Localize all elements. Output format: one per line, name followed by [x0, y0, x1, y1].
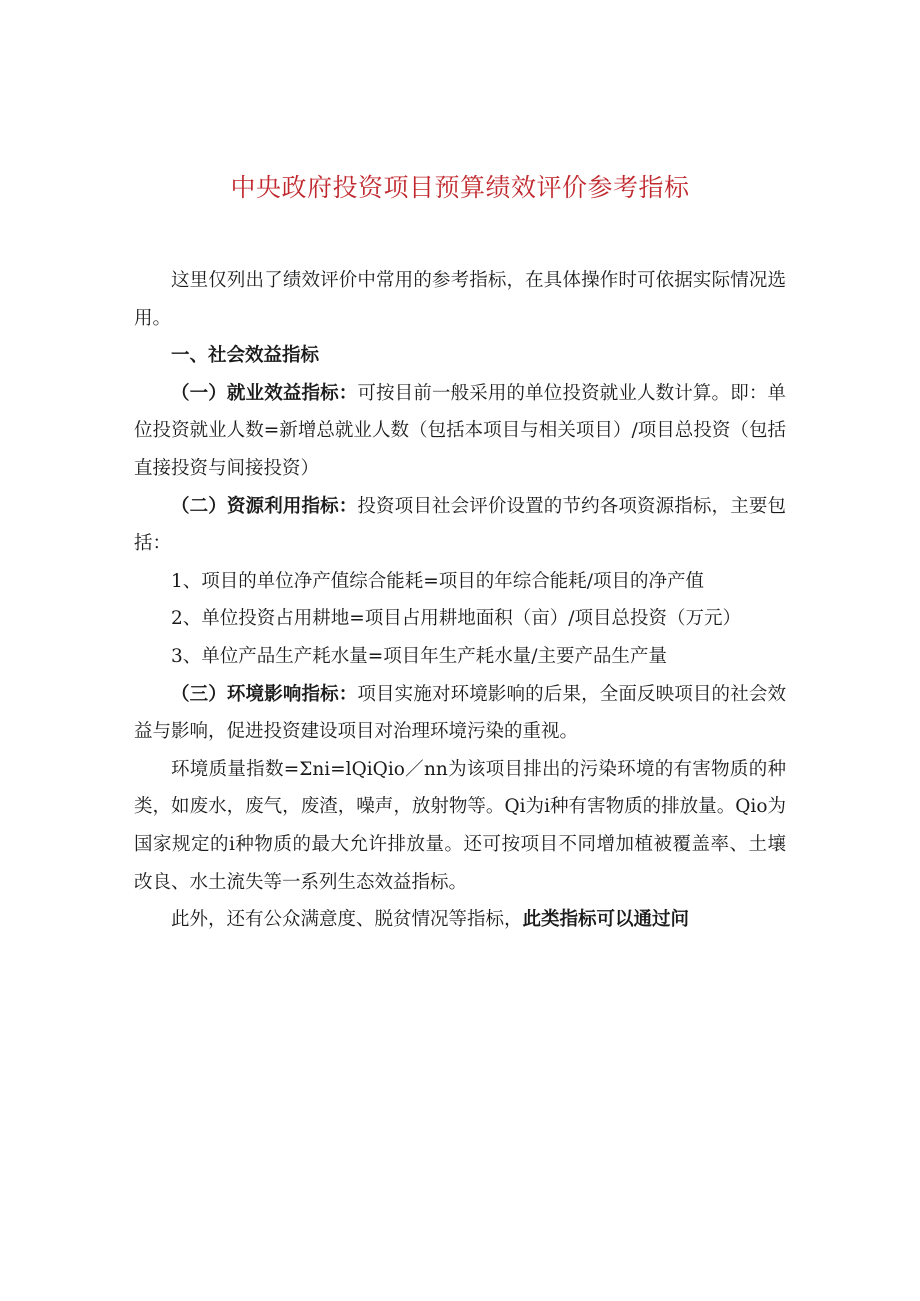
employment-indicator-text: 可按目前一般采用的单位投资就业人数计算。即：单位投资就业人数=新增总就业人数（包括本项目与相关项目）/项目总投资（包括直接投资与间接投资） [134, 382, 786, 479]
closing-text: 此外，还有公众满意度、脱贫情况等指标， [171, 909, 523, 931]
resource-sub-item-3: 3、单位产品生产耗水量=项目年生产耗水量/主要产品生产量 [171, 645, 668, 667]
employment-indicator-label: （一）就业效益指标： [171, 382, 358, 404]
resource-indicator-paragraph [134, 488, 786, 563]
employment-indicator-paragraph [134, 375, 786, 488]
closing-paragraph [134, 901, 786, 939]
page-title: 中央政府投资项目预算绩效评价参考指标 [230, 173, 690, 202]
resource-sub-item-1: 1、项目的单位净产值综合能耗=项目的年综合能耗/项目的净产值 [171, 570, 705, 592]
environment-indicator-paragraph [134, 676, 786, 751]
document-body [134, 262, 786, 939]
closing-bold-text: 此类指标可以通过问 [522, 909, 690, 931]
intro-paragraph: 这里仅列出了绩效评价中常用的参考指标，在具体操作时可依据实际情况选用。 [134, 270, 786, 329]
environment-indicator-label: （三）环境影响指标： [171, 683, 358, 705]
resource-indicator-text: 投资项目社会评价设置的节约各项资源指标，主要包括： [134, 495, 786, 555]
environment-index-paragraph: 环境质量指数=Σni=lQiQio／nn为该项目排出的污染环境的有害物质的种类，如废水，废气，废渣，噪声，放射物等。Qi为i种有害物质的排放量。Qio为国家规定的i种物质的最大允许排放量。还可按项目不同增加植被覆盖率、土壤改良、水土流失等一系列生态效益指标。 [134, 758, 786, 893]
resource-sub-item-2: 2、单位投资占用耕地=项目占用耕地面积（亩）/项目总投资（万元） [171, 608, 742, 630]
resource-indicator-label: （二）资源利用指标： [171, 495, 358, 517]
environment-indicator-text: 项目实施对环境影响的后果，全面反映项目的社会效益与影响，促进投资建设项目对治理环境污染的重视。 [134, 683, 786, 743]
section-heading-social-benefit: 一、社会效益指标 [171, 345, 320, 367]
